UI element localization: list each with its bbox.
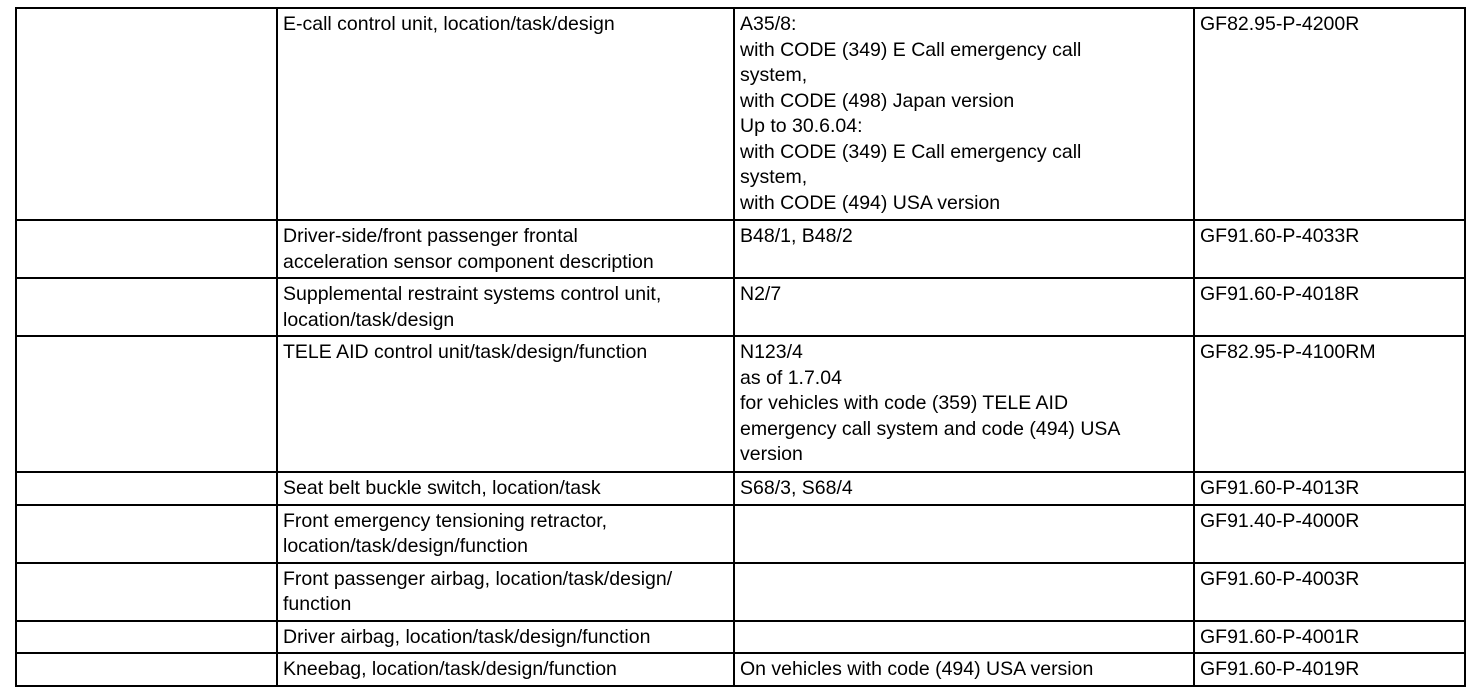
component-text: acceleration sensor component description [283, 250, 654, 273]
component-text: Kneebag, location/task/design/function [283, 658, 617, 680]
component-cell [277, 278, 734, 336]
document-table [15, 7, 1466, 687]
blank-cell [16, 653, 277, 686]
table-body [16, 8, 1465, 686]
component-cell [277, 653, 734, 686]
blank-cell [16, 472, 277, 505]
document-number: GF91.60-P-4018R [1200, 283, 1360, 305]
blank-cell [16, 621, 277, 654]
reference-text: N2/7 [740, 283, 782, 305]
reference-cell [734, 472, 1194, 505]
document-number-cell [1194, 653, 1465, 686]
component-cell [277, 472, 734, 505]
document-number: GF91.60-P-4003R [1200, 567, 1360, 590]
blank-cell [16, 278, 277, 336]
component-text: TELE AID control unit/task/design/function [283, 341, 648, 363]
blank-cell [16, 336, 277, 472]
document-number-cell [1194, 278, 1465, 336]
component-cell [277, 8, 734, 220]
document-number-cell [1194, 472, 1465, 505]
document-number-cell [1194, 563, 1465, 621]
document-number-cell [1194, 220, 1465, 278]
reference-text: with CODE (349) E Call emergency call [740, 140, 1082, 163]
document-number-cell [1194, 505, 1465, 563]
document-number: GF91.60-P-4013R [1200, 477, 1360, 499]
reference-text: as of 1.7.04 [740, 366, 842, 389]
component-text: location/task/design [283, 308, 455, 331]
document-number-cell [1194, 621, 1465, 654]
reference-text: system, [740, 166, 808, 188]
reference-cell [734, 278, 1194, 336]
reference-text: with CODE (498) Japan version [740, 89, 1015, 112]
reference-text: version [740, 443, 803, 465]
reference-cell [734, 336, 1194, 472]
table-row [16, 220, 1465, 278]
blank-cell [16, 563, 277, 621]
component-text: function [283, 593, 352, 615]
component-text: E-call control unit, location/task/design [283, 13, 615, 35]
document-number: GF82.95-P-4200R [1200, 13, 1360, 35]
document-number: GF91.60-P-4019R [1200, 658, 1360, 680]
component-cell [277, 505, 734, 563]
component-text: Front emergency tensioning retractor, [283, 509, 608, 532]
reference-cell [734, 220, 1194, 278]
document-number-cell [1194, 336, 1465, 472]
blank-cell [16, 8, 277, 220]
blank-cell [16, 220, 277, 278]
component-text: Front passenger airbag, location/task/design/ [283, 567, 673, 590]
component-cell [277, 220, 734, 278]
reference-text: system, [740, 64, 808, 86]
table-row [16, 563, 1465, 621]
component-text: Supplemental restraint systems control unit, [283, 283, 662, 305]
table-row [16, 8, 1465, 220]
reference-text: with CODE (349) E Call emergency call [740, 38, 1082, 61]
component-cell [277, 336, 734, 472]
document-number: GF82.95-P-4100RM [1200, 341, 1376, 363]
reference-text: N123/4 [740, 341, 803, 363]
table-row [16, 505, 1465, 563]
table-row [16, 472, 1465, 505]
component-cell [277, 621, 734, 654]
document-number-cell [1194, 8, 1465, 220]
table-row [16, 653, 1465, 686]
component-text: Driver airbag, location/task/design/function [283, 625, 651, 648]
reference-text: with CODE (494) USA version [740, 191, 1001, 214]
reference-cell [734, 8, 1194, 220]
blank-cell [16, 505, 277, 563]
reference-text: Up to 30.6.04: [740, 115, 863, 137]
table-row [16, 278, 1465, 336]
component-text: location/task/design/function [283, 535, 528, 557]
reference-cell [734, 505, 1194, 563]
document-number: GF91.60-P-4033R [1200, 225, 1360, 247]
component-text: Seat belt buckle switch, location/task [283, 477, 601, 499]
table-row [16, 336, 1465, 472]
reference-cell [734, 563, 1194, 621]
component-cell [277, 563, 734, 621]
reference-cell [734, 621, 1194, 654]
document-number: GF91.60-P-4001R [1200, 625, 1360, 648]
reference-cell [734, 653, 1194, 686]
reference-text: B48/1, B48/2 [740, 225, 853, 247]
document-number: GF91.40-P-4000R [1200, 509, 1360, 532]
reference-text: S68/3, S68/4 [740, 477, 853, 499]
reference-text: On vehicles with code (494) USA version [740, 658, 1094, 680]
reference-text: A35/8: [740, 13, 797, 35]
reference-text: emergency call system and code (494) USA [740, 417, 1121, 440]
table-row [16, 621, 1465, 654]
component-text: Driver-side/front passenger frontal [283, 225, 578, 247]
reference-text: for vehicles with code (359) TELE AID [740, 392, 1069, 414]
